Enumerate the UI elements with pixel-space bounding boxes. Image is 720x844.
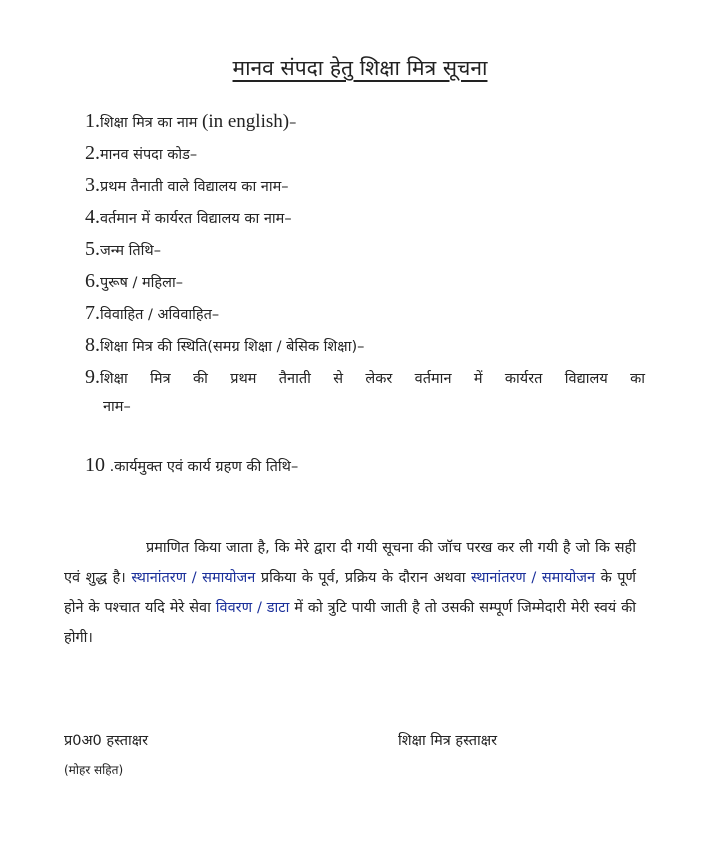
item-text: .कार्यमुक्त एवं कार्य ग्रहण की तिथि–: [105, 459, 299, 475]
item-text: विवाहित / अविवाहित–: [100, 307, 220, 323]
list-item-9: [85, 362, 645, 420]
list-item-2: [85, 138, 197, 170]
certification-text: में को त्रुटि पायी जाती है तो उसकी सम्पूर्ण जिम्मेदारी मेरी स्वयं की होगी।: [64, 600, 636, 646]
item-text: प्रथम तैनाती वाले विद्यालय का नाम–: [100, 179, 289, 195]
item-number: 8.: [85, 334, 100, 356]
list-item-5: [85, 234, 161, 266]
list-item-8: [85, 330, 364, 362]
item-text: जन्म तिथि–: [100, 243, 161, 259]
seal-note: (मोहर सहित): [64, 763, 124, 777]
item-number: 9.: [85, 366, 100, 388]
list-item-1: [85, 106, 296, 138]
list-item-10: [85, 450, 298, 482]
highlight-transfer-2: स्थानांतरण / समायोजन: [471, 570, 596, 586]
item-text: शिक्षा मित्र की स्थिति(समग्र शिक्षा / बेसिक शिक्षा)–: [100, 339, 365, 355]
item-number: 5.: [85, 238, 100, 260]
item-text: वर्तमान में कार्यरत विद्यालय का नाम–: [100, 211, 292, 227]
highlight-details-data: विवरण / डाटा: [215, 600, 290, 616]
item-text: मानव संपदा कोड–: [100, 147, 198, 163]
item-text-line1: शिक्षा मित्र की प्रथम तैनाती से लेकर वर्तमान में कार्यरत विद्यालय का: [100, 371, 645, 387]
document-title: [0, 54, 720, 82]
item-number: 1.: [85, 110, 100, 132]
item-number: 2.: [85, 142, 100, 164]
list-item-4: [85, 202, 292, 234]
certification-text: प्रकिया के पूर्व, प्रक्रिय के दौरान अथवा: [255, 570, 472, 586]
item-number: 3.: [85, 174, 100, 196]
item-text-line2: नाम–: [103, 399, 131, 415]
item-english-note: (in english): [202, 111, 290, 132]
certification-text: के पूर्ण होने के पश्चात यदि मेरे सेवा: [64, 570, 636, 616]
item-number: 7.: [85, 302, 100, 324]
highlight-transfer-1: स्थानांतरण / समायोजन: [131, 570, 256, 586]
certification-text: प्रमाणित किया जाता है, कि मेरे द्वारा दी गयी सूचना की जॉच परख कर ली गयी है जो कि सही एवं शुद्ध है।: [64, 540, 636, 586]
list-item-3: [85, 170, 289, 202]
item-number: 4.: [85, 206, 100, 228]
headmaster-signature-label: प्र0अ0 हस्ताक्षर: [64, 733, 149, 749]
item-text: पुरूष / महिला–: [100, 275, 183, 291]
item-text: शिक्षा मित्र का नाम: [100, 115, 202, 131]
item-number: 6.: [85, 270, 100, 292]
certification-paragraph: [64, 533, 636, 653]
list-item-6: [85, 266, 183, 298]
item-number: 10: [85, 454, 105, 476]
document-title-text: मानव संपदा हेतु शिक्षा मित्र सूचना: [232, 56, 488, 80]
item-suffix: –: [289, 115, 297, 131]
list-item-7: [85, 298, 219, 330]
shiksha-mitra-signature-label: शिक्षा मित्र हस्ताक्षर: [398, 733, 498, 749]
